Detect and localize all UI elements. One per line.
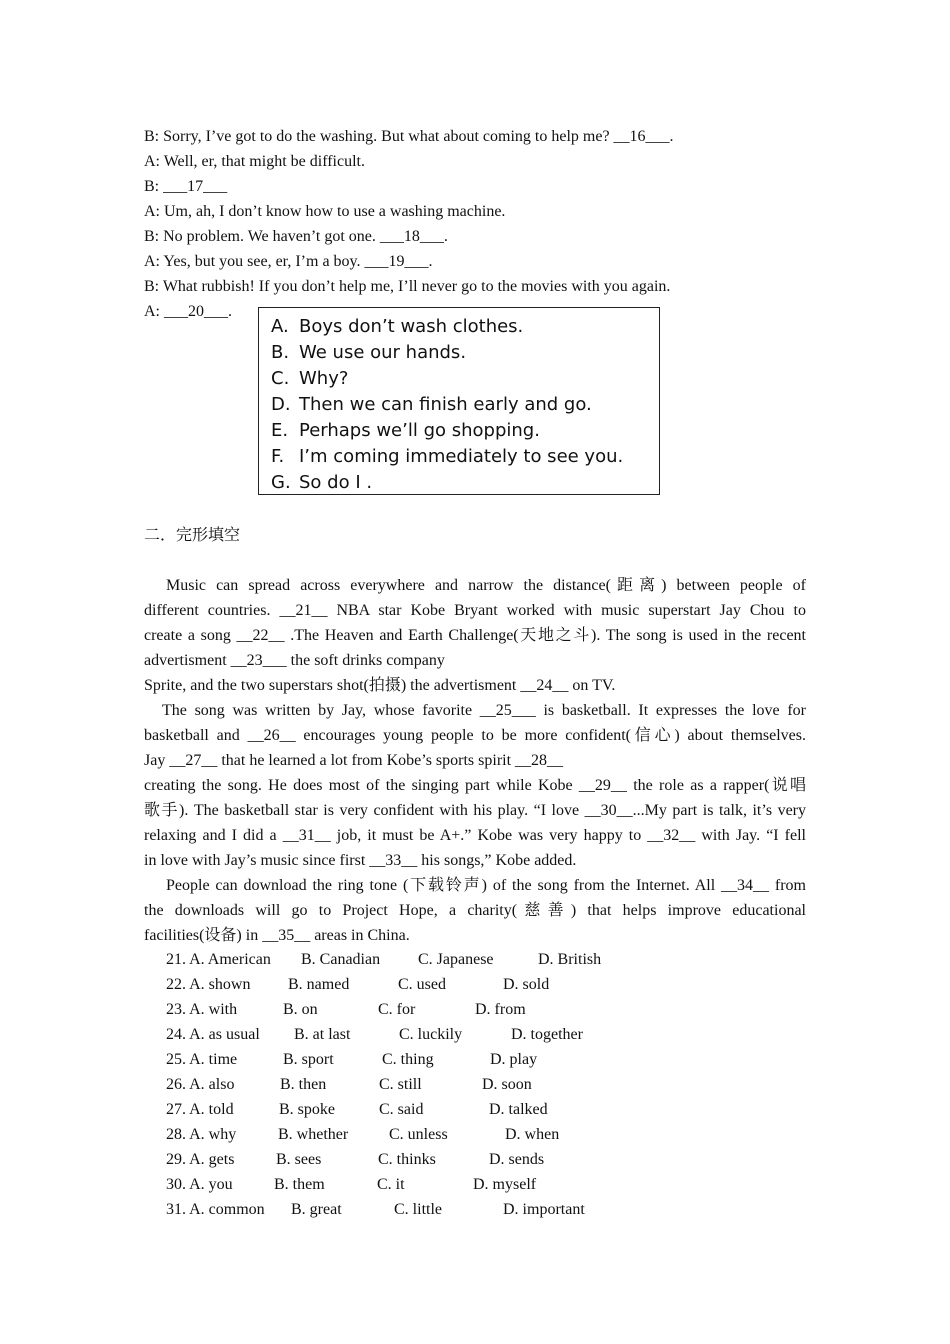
dialogue-line: B: No problem. We haven’t got one. ___18___. — [144, 228, 448, 245]
option-letter: E. — [271, 420, 289, 441]
question-21-option-d: D. British — [538, 951, 602, 968]
passage-line: relaxing and I did a __31__ job, it must be A+.” Kobe was very happy to __32__ with Jay. “I fell — [144, 827, 806, 844]
passage-line: Music can spread across everywhere and narrow the distance(距离) between people of — [166, 577, 806, 594]
dialogue-line: A: Well, er, that might be difficult. — [144, 153, 365, 170]
question-23-option-c: C. for — [378, 1001, 416, 1018]
passage-line: creating the song. He does most of the singing part while Kobe __29__ the role as a rapper(说唱 — [144, 777, 806, 794]
dialogue-line: A: Yes, but you see, er, I’m a boy. ___19___. — [144, 253, 433, 270]
question-22-option-a: 22. A. shown — [166, 976, 251, 993]
question-26-option-c: C. still — [379, 1076, 422, 1093]
passage-line: The song was written by Jay, whose favorite __25___ is basketball. It expresses the love for — [162, 702, 806, 719]
option-item — [271, 470, 372, 496]
option-text: Why? — [299, 368, 349, 389]
question-25-option-a: 25. A. time — [166, 1051, 238, 1068]
question-28-option-c: C. unless — [389, 1126, 448, 1143]
question-24-option-c: C. luckily — [399, 1026, 463, 1043]
option-item — [271, 366, 348, 392]
question-29-option-b: B. sees — [276, 1151, 322, 1168]
passage-line: different countries. __21__ NBA star Kobe Bryant worked with music superstart Jay Chou to — [144, 602, 806, 619]
question-25-option-c: C. thing — [382, 1051, 434, 1068]
question-31-option-a: 31. A. common — [166, 1201, 265, 1218]
passage-line: basketball and __26__ encourages young people to be more confident(信心) about themselves. — [144, 727, 806, 744]
question-30-option-a: 30. A. you — [166, 1176, 233, 1193]
dialogue-line: B: What rubbish! If you don’t help me, I’ll never go to the movies with you again. — [144, 278, 671, 295]
dialogue-line: A: ___20___. — [144, 303, 232, 320]
question-21-option-c: C. Japanese — [418, 951, 494, 968]
option-text: I’m coming immediately to see you. — [299, 446, 624, 467]
passage-line: Sprite, and the two superstars shot(拍摄) the advertisment __24__ on TV. — [144, 677, 616, 694]
question-24-option-b: B. at last — [294, 1026, 351, 1043]
question-27-option-a: 27. A. told — [166, 1101, 234, 1118]
passage-line: the downloads will go to Project Hope, a charity(慈善) that helps improve educational — [144, 902, 806, 919]
dialogue-line: B: ___17___ — [144, 178, 228, 195]
option-item — [271, 392, 592, 418]
question-30-option-c: C. it — [377, 1176, 405, 1193]
question-27-option-b: B. spoke — [279, 1101, 335, 1118]
question-27-option-c: C. said — [379, 1101, 424, 1118]
question-24-option-d: D. together — [511, 1026, 583, 1043]
question-25-option-d: D. play — [490, 1051, 538, 1068]
option-letter: F. — [271, 446, 285, 467]
question-31-option-d: D. important — [503, 1201, 585, 1218]
option-text: Perhaps we’ll go shopping. — [299, 420, 540, 441]
option-letter: A. — [271, 316, 289, 337]
question-30-option-b: B. them — [274, 1176, 325, 1193]
question-26-option-a: 26. A. also — [166, 1076, 235, 1093]
question-27-option-d: D. talked — [489, 1101, 548, 1118]
question-31-option-c: C. little — [394, 1201, 442, 1218]
question-29-option-d: D. sends — [489, 1151, 545, 1168]
question-31-option-b: B. great — [291, 1201, 342, 1218]
option-text: Then we can finish early and go. — [299, 394, 592, 415]
passage-line: in love with Jay’s music since first __33__ his songs,” Kobe added. — [144, 852, 577, 869]
question-22-option-b: B. named — [288, 976, 350, 993]
question-28-option-d: D. when — [505, 1126, 560, 1143]
option-item — [271, 340, 466, 366]
question-25-option-b: B. sport — [283, 1051, 334, 1068]
option-letter: B. — [271, 342, 290, 363]
options-box — [258, 307, 660, 495]
question-23-option-b: B. on — [283, 1001, 318, 1018]
option-text: So do I . — [299, 472, 373, 493]
question-23-option-d: D. from — [475, 1001, 526, 1018]
option-letter: C. — [271, 368, 290, 389]
passage-line: People can download the ring tone (下载铃声) of the song from the Internet. All __34__ from — [166, 877, 806, 894]
option-text: Boys don’t wash clothes. — [299, 316, 524, 337]
passage-line: Jay __27__ that he learned a lot from Kobe’s sports spirit __28__ — [144, 752, 564, 769]
question-21-option-a: 21. A. American — [166, 951, 271, 968]
question-28-option-a: 28. A. why — [166, 1126, 237, 1143]
passage-line: facilities(设备) in __35__ areas in China. — [144, 927, 410, 944]
question-29-option-a: 29. A. gets — [166, 1151, 235, 1168]
option-item — [271, 314, 523, 340]
question-29-option-c: C. thinks — [378, 1151, 436, 1168]
option-item — [271, 418, 540, 444]
option-text: We use our hands. — [299, 342, 467, 363]
passage-line: 歌手). The basketball star is very confident with his play. “I love __30__...My part is talk, it’s very — [144, 802, 806, 819]
section-heading: 二．完形填空 — [144, 527, 241, 544]
question-26-option-b: B. then — [280, 1076, 327, 1093]
question-24-option-a: 24. A. as usual — [166, 1026, 260, 1043]
question-22-option-d: D. sold — [503, 976, 550, 993]
dialogue-line: B: Sorry, I’ve got to do the washing. But what about coming to help me? __16___. — [144, 128, 674, 145]
question-28-option-b: B. whether — [278, 1126, 349, 1143]
option-letter: G. — [271, 472, 291, 493]
option-letter: D. — [271, 394, 291, 415]
question-23-option-a: 23. A. with — [166, 1001, 238, 1018]
dialogue-line: A: Um, ah, I don’t know how to use a washing machine. — [144, 203, 506, 220]
question-26-option-d: D. soon — [482, 1076, 532, 1093]
question-30-option-d: D. myself — [473, 1176, 537, 1193]
option-item — [271, 444, 623, 470]
passage-line: create a song __22__ .The Heaven and Earth Challenge(天地之斗). The song is used in the recent — [144, 627, 806, 644]
question-21-option-b: B. Canadian — [301, 951, 381, 968]
passage-line: advertisment __23___ the soft drinks company — [144, 652, 445, 669]
question-22-option-c: C. used — [398, 976, 446, 993]
